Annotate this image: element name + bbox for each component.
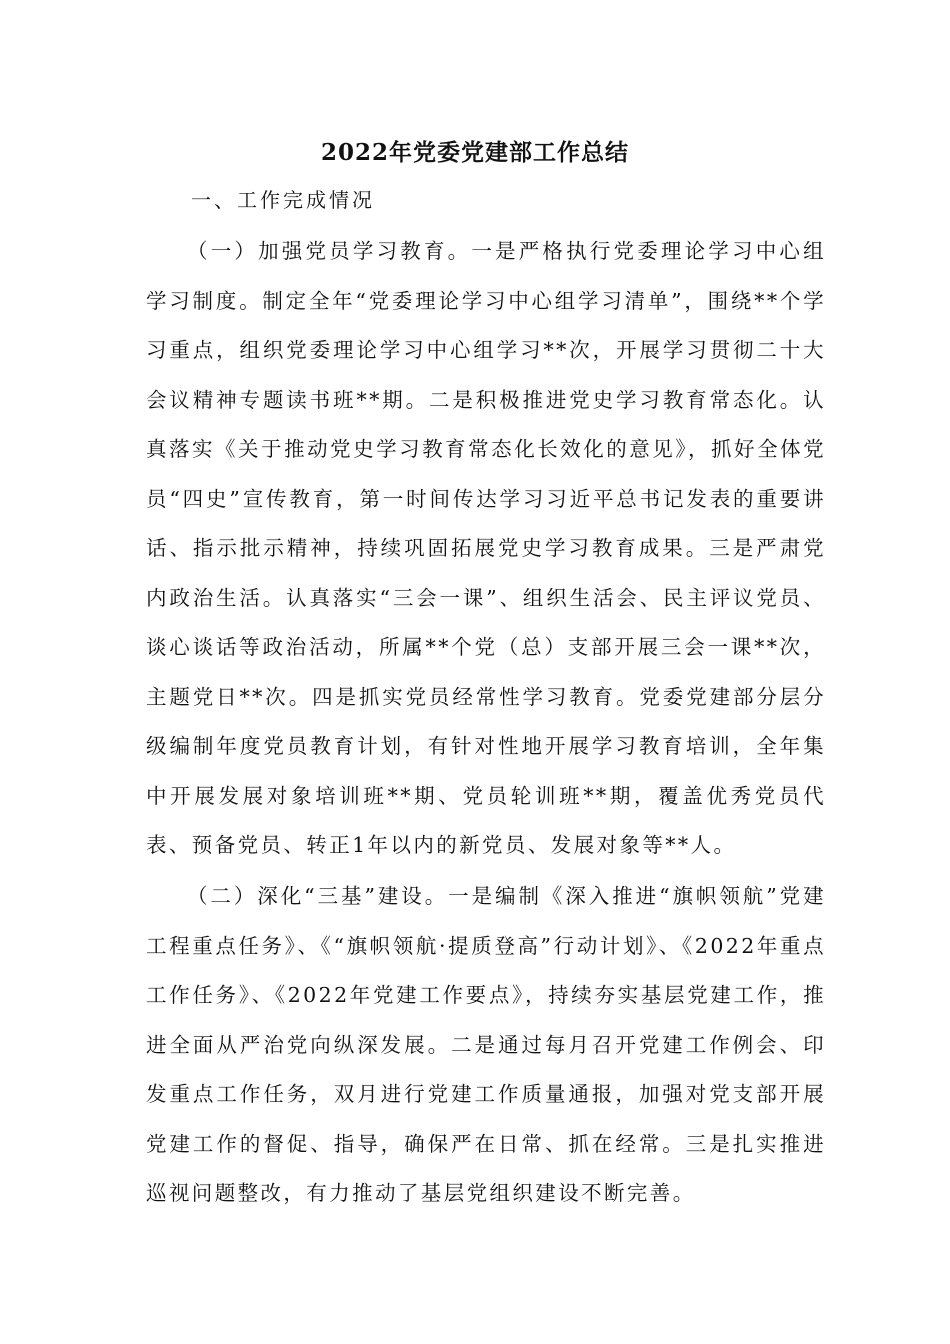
paragraph-three-basics-construction: （二）深化“三基”建设。一是编制《深入推进“旗帜领航”党建工程重点任务》、《“旗帜领航·提质登高”行动计划》、《2022年重点工作任务》、《2022年党建工作要点》，持续夯实基层党建工作，推进全面从严治党向纵深发展。二是通过每月召开党建工作例会、印发重点工作任务，双月进行党建工作质量通报，加强对党支部开展党建工作的督促、指导，确保严在日常、抓在经常。三是扎实推进巡视问题整改，有力推动了基层党组织建设不断完善。	[146, 884, 826, 1205]
section-heading: 一、工作完成情况	[191, 188, 375, 212]
paragraph-party-member-education: （一）加强党员学习教育。一是严格执行党委理论学习中心组学习制度。制定全年“党委理论学习中心组学习清单”，围绕**个学习重点，组织党委理论学习中心组学习**次，开展学习贯彻二十大会议精神专题读书班**期。二是积极推进党史学习教育常态化。认真落实《关于推动党史学习教育常态化长效化的意见》，抓好全体党员“四史”宣传教育，第一时间传达学习习近平总书记发表的重要讲话、指示批示精神，持续巩固拓展党史学习教育成果。三是严肃党内政治生活。认真落实“三会一课”、组织生活会、民主评议党员、谈心谈话等政治活动，所属**个党（总）支部开展三会一课**次，主题党日**次。四是抓实党员经常性学习教育。党委党建部分层分级编制年度党员教育计划，有针对性地开展学习教育培训，全年集中开展发展对象培训班**期、党员轮训班**期，覆盖优秀党员代表、预备党员、转正1年以内的新党员、发展对象等**人。	[146, 239, 826, 857]
document-title: 2022年党委党建部工作总结	[320, 139, 629, 166]
